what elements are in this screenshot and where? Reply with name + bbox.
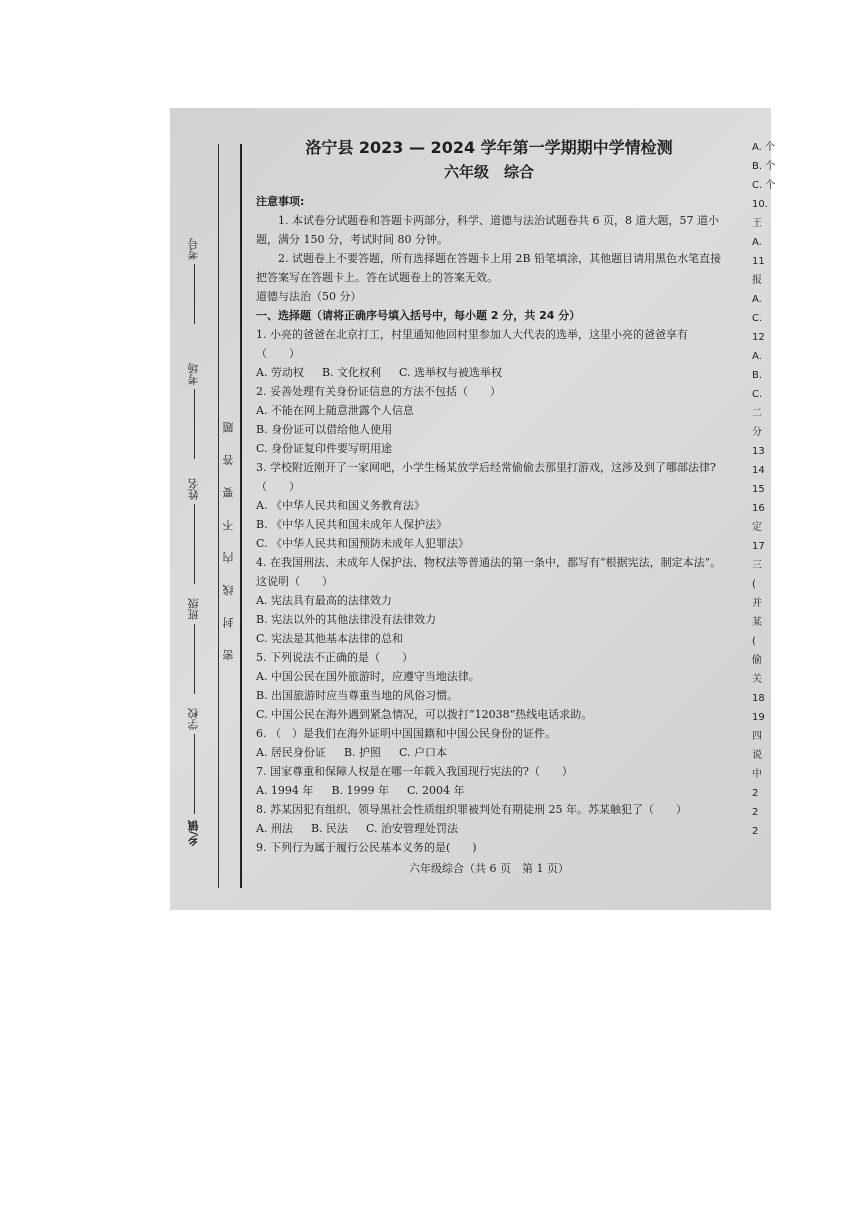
question-9 xyxy=(256,838,722,857)
edge-fragment: 2 xyxy=(752,807,759,818)
question-options xyxy=(256,667,722,724)
edge-fragment: C. xyxy=(752,389,763,400)
question-stem: 9. 下列行为属于履行公民基本义务的是( ) xyxy=(256,841,477,854)
edge-fragment: 分 xyxy=(752,427,762,438)
option-c: C. 户口本 xyxy=(399,746,448,759)
question-list xyxy=(256,325,722,857)
exam-content xyxy=(256,136,722,857)
field-township: 乡/镇 xyxy=(187,820,200,847)
option-b: B. 出国旅游时应当尊重当地的风俗习惯。 xyxy=(256,689,459,702)
notice-heading: 注意事项: xyxy=(256,195,305,208)
option-b: B. 护照 xyxy=(343,746,382,759)
question-options xyxy=(256,496,722,553)
option-a: A. 宪法具有最高的法律效力 xyxy=(256,594,392,607)
question-options xyxy=(256,401,722,458)
question-5 xyxy=(256,648,722,724)
edge-fragment: 11 xyxy=(752,256,765,267)
exam-subtitle: 六年级 综合 xyxy=(443,163,534,181)
field-school: 学校 xyxy=(176,708,212,814)
edge-fragment: 13 xyxy=(752,446,765,457)
option-c: C. 2004 年 xyxy=(407,784,465,797)
edge-fragment: 2 xyxy=(752,788,759,799)
edge-fragment: A. xyxy=(752,294,762,305)
option-a: A. 劳动权 xyxy=(256,366,304,379)
field-exam-number: 考号 xyxy=(176,238,212,324)
edge-fragment: 12 xyxy=(752,332,765,343)
field-exam-room: 考场 xyxy=(176,363,212,459)
question-options xyxy=(256,819,722,838)
edge-fragment: B. 个 xyxy=(752,161,776,172)
edge-fragment: 14 xyxy=(752,465,765,476)
edge-fragment: 中 xyxy=(752,769,762,780)
edge-fragment: 偷 xyxy=(752,655,762,666)
edge-fragment: 王 xyxy=(752,218,762,229)
question-stem: 3. 学校附近刚开了一家网吧，小学生杨某放学后经常偷偷去那里打游戏，这涉及到了哪部法律?（ ） xyxy=(256,461,716,493)
edge-fragment: 关 xyxy=(752,674,762,685)
edge-fragment: ( xyxy=(752,636,756,647)
notice-item: 1. 本试卷分试题卷和答题卡两部分，科学、道德与法治试题卷共 6 页，8 道大题，57 道小题，满分 150 分，考试时间 80 分钟。 xyxy=(256,214,719,246)
question-options xyxy=(256,591,722,648)
question-stem: 4. 在我国刑法、未成年人保护法、物权法等普通法的第一条中，都写有“根据宪法，制定本法”。这说明（ ） xyxy=(256,556,722,588)
field-name: 姓名 xyxy=(176,478,212,584)
option-c: C. 治安管理处罚法 xyxy=(366,822,459,835)
question-stem: 1. 小亮的爸爸在北京打工，村里通知他回村里参加人大代表的选举，这里小亮的爸爸享有（ ） xyxy=(256,328,688,360)
edge-fragment: 并 xyxy=(752,598,762,609)
binding-line-inner xyxy=(218,144,219,888)
binding-line-outer xyxy=(240,144,242,888)
edge-fragment: ( xyxy=(752,579,756,590)
part-heading: 一、选择题（请将正确序号填入括号中，每小题 2 分，共 24 分） xyxy=(256,309,581,322)
next-page-edge xyxy=(752,138,776,841)
field-class: 班级 xyxy=(176,598,212,694)
question-3 xyxy=(256,458,722,553)
edge-fragment: 18 xyxy=(752,693,765,704)
edge-fragment: 15 xyxy=(752,484,765,495)
question-stem: 5. 下列说法不正确的是（ ） xyxy=(256,651,413,664)
question-6 xyxy=(256,724,722,762)
edge-fragment: 16 xyxy=(752,503,765,514)
option-b: B. 民法 xyxy=(310,822,349,835)
edge-fragment: C. 个 xyxy=(752,180,776,191)
option-c: C. 身份证复印件要写明用途 xyxy=(256,442,393,455)
option-c: C. 宪法是其他基本法律的总和 xyxy=(256,632,404,645)
option-a: A. 不能在网上随意泄露个人信息 xyxy=(256,404,414,417)
edge-fragment: 10. xyxy=(752,199,768,210)
option-c: C. 选举权与被选举权 xyxy=(399,366,503,379)
seal-line-notice: 密 封 线 内 不 要 答 题 xyxy=(222,413,235,661)
option-b: B. 宪法以外的其他法律没有法律效力 xyxy=(256,613,437,626)
edge-fragment: 2 xyxy=(752,826,759,837)
edge-fragment: C. xyxy=(752,313,763,324)
option-c: C. 《中华人民共和国预防未成年人犯罪法》 xyxy=(256,537,470,550)
option-b: B. 身份证可以借给他人使用 xyxy=(256,423,393,436)
edge-fragment: 定 xyxy=(752,522,762,533)
question-stem: 7. 国家尊重和保障人权是在哪一年载入我国现行宪法的?（ ） xyxy=(256,765,573,778)
question-stem: 2. 妥善处理有关身份证信息的方法不包括（ ） xyxy=(256,385,501,398)
option-b: B. 文化权利 xyxy=(321,366,382,379)
question-stem: 6. （ ）是我们在海外证明中国国籍和中国公民身份的证件。 xyxy=(256,727,556,740)
edge-fragment: 某 xyxy=(752,617,762,628)
option-a: A. 刑法 xyxy=(256,822,293,835)
edge-fragment: A. xyxy=(752,237,762,248)
exam-paper-photo xyxy=(170,108,776,910)
question-options xyxy=(256,363,722,382)
exam-title: 洛宁县 2023 — 2024 学年第一学期期中学情检测 xyxy=(305,138,673,157)
option-b: B. 1999 年 xyxy=(331,784,390,797)
subject-heading: 道德与法治（50 分） xyxy=(256,290,362,303)
question-stem: 8. 苏某因犯有组织、领导黑社会性质组织罪被判处有期徒刑 25 年。苏某触犯了（ ） xyxy=(256,803,687,816)
page-footer: 六年级综合（共 6 页 第 1 页） xyxy=(409,862,569,875)
question-8 xyxy=(256,800,722,838)
binding-margin xyxy=(170,108,245,910)
question-1 xyxy=(256,325,722,382)
edge-fragment: A. xyxy=(752,351,762,362)
edge-fragment: 17 xyxy=(752,541,765,552)
edge-fragment: 19 xyxy=(752,712,765,723)
option-b: B. 《中华人民共和国未成年人保护法》 xyxy=(256,518,448,531)
option-a: A. 1994 年 xyxy=(256,784,314,797)
question-options xyxy=(256,781,722,800)
option-a: A. 中国公民在国外旅游时，应遵守当地法律。 xyxy=(256,670,480,683)
question-2 xyxy=(256,382,722,458)
notice-item: 2. 试题卷上不要答题，所有选择题在答题卡上用 2B 铅笔填涂，其他题目请用黑色水笔直接把答案写在答题卡上。答在试题卷上的答案无效。 xyxy=(256,252,722,284)
question-7 xyxy=(256,762,722,800)
question-options xyxy=(256,743,722,762)
option-c: C. 中国公民在海外遇到紧急情况，可以拨打“12038”热线电话求助。 xyxy=(256,708,593,721)
question-4 xyxy=(256,553,722,648)
edge-fragment: 四 xyxy=(752,731,762,742)
edge-fragment: 说 xyxy=(752,750,762,761)
edge-fragment: 二 xyxy=(752,408,762,419)
option-a: A. 《中华人民共和国义务教育法》 xyxy=(256,499,425,512)
edge-fragment: A. 个 xyxy=(752,142,776,153)
edge-fragment: 报 xyxy=(752,275,762,286)
edge-fragment: 三 xyxy=(752,560,762,571)
edge-fragment: B. xyxy=(752,370,763,381)
option-a: A. 居民身份证 xyxy=(256,746,326,759)
